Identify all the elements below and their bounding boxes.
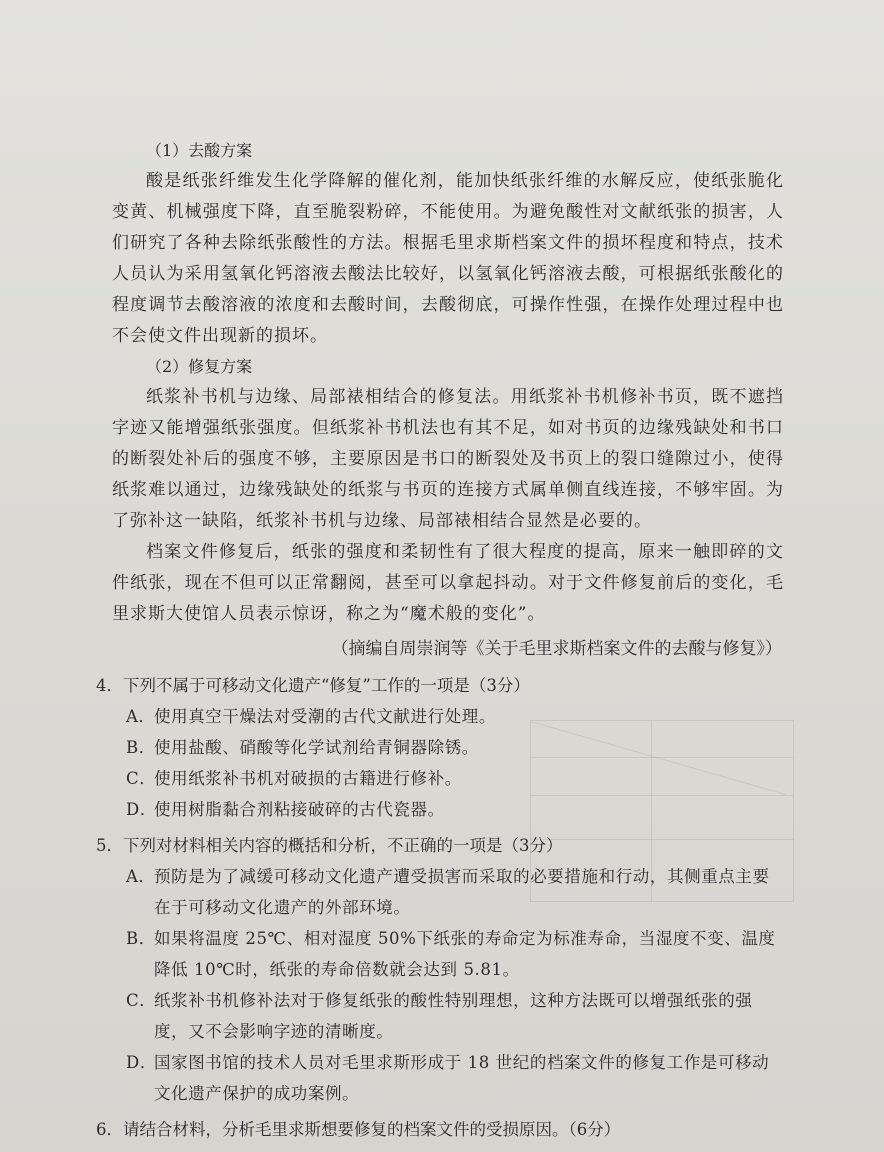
question-4-option-b: [126, 732, 784, 763]
option-text: 纸浆补书机修补法对于修复纸张的酸性特别理想，这种方法既可以增强纸张的强度，又不会影响字迹的清晰度。: [154, 991, 753, 1041]
section1-title: （1）去酸方案: [146, 141, 253, 160]
option-text: 使用盐酸、硝酸等化学试剂给青铜器除锈。: [154, 738, 479, 757]
question-4: [96, 671, 784, 825]
option-letter: A．: [126, 707, 156, 726]
option-text: 如果将温度 25℃、相对湿度 50%下纸张的寿命定为标准寿命，当湿度不变、温度降低 10℃时，纸张的寿命倍数就会达到 5.81。: [154, 929, 776, 979]
option-text: 国家图书馆的技术人员对毛里求斯形成于 18 世纪的档案文件的修复工作是可移动文化遗产保护的成功案例。: [154, 1053, 770, 1103]
question-5: [96, 831, 784, 1109]
option-letter: B．: [126, 929, 156, 948]
question-5-stem: 5．下列对材料相关内容的概括和分析，不正确的一项是（3分）: [96, 836, 563, 855]
option-letter: A．: [126, 867, 156, 886]
option-text: 使用纸浆补书机对破损的古籍进行修补。: [154, 769, 462, 788]
question-5-option-b: [126, 923, 784, 985]
question-4-option-d: [126, 794, 784, 825]
source-citation: （摘编自周崇润等《关于毛里求斯档案文件的去酸与修复》）: [331, 639, 782, 659]
question-4-stem: 4．下列不属于可移动文化遗产“修复”工作的一项是（3分）: [96, 676, 530, 695]
section2-paragraph-1: 纸浆补书机与边缘、局部裱相结合的修复法。用纸浆补书机修补书页，既不遮挡字迹又能增强纸张强度。但纸浆补书机法也有其不足，如对书页的边缘残缺处和书口的断裂处补后的强度不够，主要原因是书口的断裂处及书页上的裂口缝隙过小，使得纸浆难以通过，边缘残缺处的纸浆与书页的连接方式属单侧直线连接，不够牢固。为了弥补这一缺陷，纸浆补书机与边缘、局部裱相结合显然是必要的。: [112, 387, 784, 531]
option-text: 预防是为了减缓可移动文化遗产遭受损害而采取的必要措施和行动，其侧重点主要在于可移动文化遗产的外部环境。: [154, 867, 770, 917]
option-text: 使用真空干燥法对受潮的古代文献进行处理。: [154, 707, 496, 726]
question-4-option-a: [126, 701, 784, 732]
question-5-option-a: [126, 861, 784, 923]
question-5-option-c: [126, 985, 784, 1047]
option-letter: B．: [126, 738, 156, 757]
section2-title: （2）修复方案: [146, 357, 253, 376]
section2-paragraph-2: 档案文件修复后，纸张的强度和柔韧性有了很大程度的提高，原来一触即碎的文件纸张，现在不但可以正常翻阅，甚至可以拿起抖动。对于文件修复前后的变化，毛里求斯大使馆人员表示惊讶，称之为“魔术般的变化”。: [112, 542, 784, 624]
question-6-stem: 6．请结合材料，分析毛里求斯想要修复的档案文件的受损原因。（6分）: [96, 1120, 621, 1139]
section1-paragraph: 酸是纸张纤维发生化学降解的催化剂，能加快纸张纤维的水解反应，使纸张脆化变黄、机械强度下降，直至脆裂粉碎，不能使用。为避免酸性对文献纸张的损害，人们研究了各种去除纸张酸性的方法。根据毛里求斯档案文件的损坏程度和特点，技术人员认为采用氢氧化钙溶液去酸法比较好，以氢氧化钙溶液去酸，可根据纸张酸化的程度调节去酸溶液的浓度和去酸时间，去酸彻底，可操作性强，在操作处理过程中也不会使文件出现新的损坏。: [112, 171, 784, 346]
question-4-option-c: [126, 763, 784, 794]
option-letter: D．: [126, 1053, 157, 1072]
question-6: [96, 1115, 784, 1145]
option-letter: D．: [126, 800, 157, 819]
option-letter: C．: [126, 769, 157, 788]
option-text: 使用树脂黏合剂粘接破碎的古代瓷器。: [154, 800, 445, 819]
question-5-option-d: [126, 1047, 784, 1109]
option-letter: C．: [126, 991, 157, 1010]
article-content: [96, 136, 784, 1145]
